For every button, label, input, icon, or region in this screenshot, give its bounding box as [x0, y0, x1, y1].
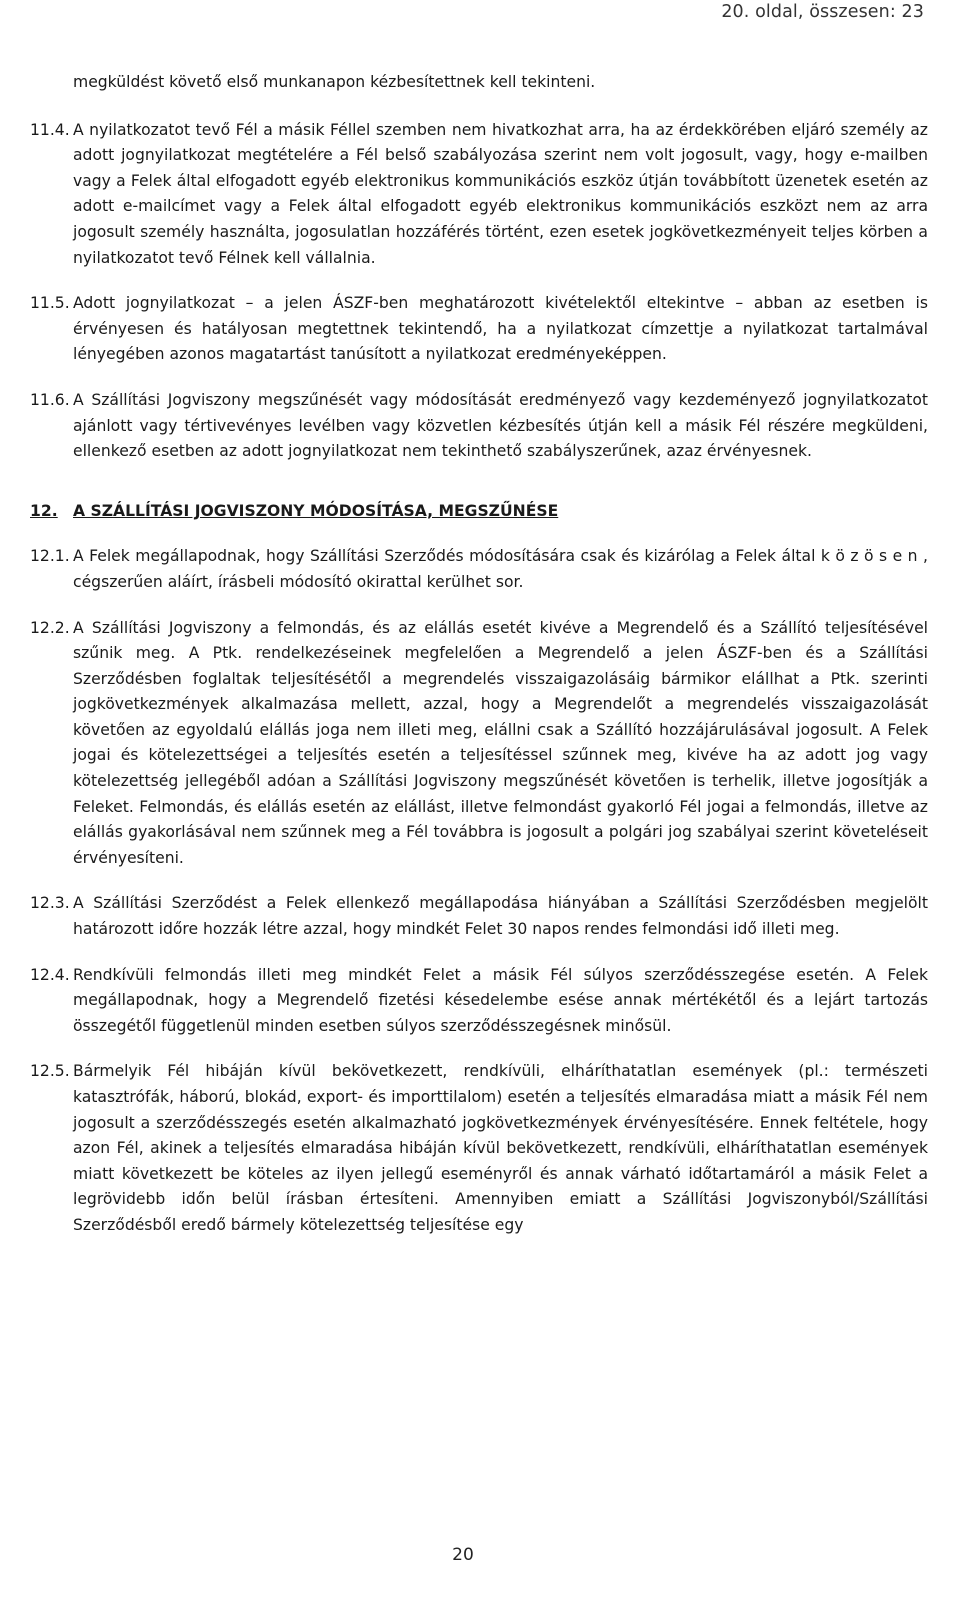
paragraph-number: 11.6.	[30, 390, 70, 409]
section-title: A SZÁLLÍTÁSI JOGVISZONY MÓDOSÍTÁSA, MEGSZŰNÉSE	[73, 501, 559, 520]
paragraph-12-3	[30, 891, 928, 942]
paragraph-number: 11.5.	[30, 294, 70, 313]
paragraph-number: 12.2.	[30, 618, 70, 637]
paragraph-11-4	[30, 118, 928, 272]
paragraph-text: megküldést követő első munkanapon kézbesítettnek kell tekinteni.	[73, 73, 596, 91]
paragraph-number: 12.4.	[30, 965, 70, 984]
page-header: 20. oldal, összesen: 23	[721, 2, 924, 22]
paragraph-number: 12.1.	[30, 547, 70, 566]
document-body	[30, 70, 928, 1239]
section-number: 12.	[30, 501, 58, 520]
paragraph-12-4	[30, 963, 928, 1040]
paragraph-12-2	[30, 616, 928, 872]
paragraph-number	[30, 70, 73, 96]
page-number: 20	[452, 1545, 474, 1565]
paragraph-11-6	[30, 388, 928, 465]
paragraph-text: Adott jognyilatkozat – a jelen ÁSZF-ben meghatározott kivételektől eltekintve – abban az esetben is érvényesen és hatályosan megtettnek tekintendő, ha a nyilatkozat címzettje a nyilatkozat tartalmával lényegében azonos magatartást tanúsított a nyilatkozat eredményeképpen.	[73, 294, 928, 364]
paragraph-text: Bármelyik Fél hibáján kívül bekövetkezett, rendkívüli, elháríthatatlan események (pl.: természeti katasztrófák, háború, blokád, export- és importtilalom) esetén a teljesítés elmaradása miatt a másik Fél nem jogosult a szerződésszegés esetén alkalmazható jogkövetkezmények érvényesítésére. Ennek feltétele, hogy azon Fél, akinek a teljesítés elmaradása hibáján kívül bekövetkezett, rendkívüli, elháríthatatlan események miatt következett be köteles az ilyen jellegű eseményről és annak várható időtartamáról a másik Felet a legrövidebb időn belül írásban értesíteni. Amennyiben emiatt a Szállítási Jogviszonyból/Szállítási Szerződésből eredő bármely kötelezettség teljesítése egy	[73, 1062, 928, 1234]
paragraph-12-1	[30, 544, 928, 595]
paragraph-continuation	[30, 70, 928, 96]
paragraph-text: Rendkívüli felmondás illeti meg mindkét Felet a másik Fél súlyos szerződésszegése esetén. A Felek megállapodnak, hogy a Megrendelő fizetési késedelembe esése annak mértékétől és a lejárt tartozás összegétől függetlenül minden esetben súlyos szerződésszegésnek minősül.	[73, 965, 928, 1035]
paragraph-number: 11.4.	[30, 120, 70, 139]
paragraph-11-5	[30, 291, 928, 368]
paragraph-text: A Szállítási Jogviszony a felmondás, és az elállás esetét kivéve a Megrendelő és a Szállító teljesítésével szűnik meg. A Ptk. rendelkezéseinek megfelelően a Megrendelő a jelen ÁSZF-ben és a Szállítási Szerződésben foglaltak teljesítésétől a megrendelés visszaigazolásáig bármikor elállhat a Ptk. szerinti jogkövetkezmények alkalmazása mellett, azzal, hogy a Megrendelőt a megrendelés visszaigazolását követően az egyoldalú elállás joga nem illeti meg, elállni csak a Szállító hozzájárulásával jogosult. A Felek jogai és kötelezettségei a teljesítés esetén a teljesítéssel szűnnek meg, kivéve ha az adott jog vagy kötelezettség jellegéből adóan a Szállítási Jogviszony megszűnését követően is terhelik, illetve jogosítják a Feleket. Felmondás, és elállás esetén az elállást, illetve felmondást gyakorló Fél jogai a felmondás, illetve az elállás gyakorlásával nem szűnnek meg a Fél továbbra is jogosult a polgári jog szabályai szerint követeléseit érvényesíteni.	[73, 618, 928, 867]
paragraph-text: A Felek megállapodnak, hogy Szállítási Szerződés módosítására csak és kizárólag a Felek által k ö z ö s e n , cégszerűen aláírt, írásbeli módosító okirattal kerülhet sor.	[73, 547, 928, 591]
section-heading-12	[30, 499, 928, 525]
paragraph-text: A Szállítási Szerződést a Felek ellenkező megállapodása hiányában a Szállítási Szerződésben megjelölt határozott időre hozzák létre azzal, hogy mindkét Felet 30 napos rendes felmondási idő illeti meg.	[73, 894, 928, 939]
paragraph-text: A nyilatkozatot tevő Fél a másik Féllel szemben nem hivatkozhat arra, ha az érdekkörében eljáró személy az adott jognyilatkozat megtételére a Fél belső szabályozása szerint nem volt jogosult, vagy, hogy e-mailben vagy a Felek által elfogadott egyéb elektronikus kommunikációs eszköz útján továbbított üzenetek esetén az adott e-mailcímet vagy a Felek által elfogadott egyéb elektronikus kommunikációs eszközt nem az arra jogosult személy használta, jogosulatlan hozzáférés történt, ezen esetek jogkövetkezményeit teljes körben a nyilatkozatot tevő Félnek kell vállalnia.	[73, 120, 928, 267]
paragraph-number: 12.3.	[30, 894, 70, 913]
paragraph-text: A Szállítási Jogviszony megszűnését vagy módosítását eredményező vagy kezdeményező jognyilatkozatot ajánlott vagy tértivevényes levélben vagy közvetlen kézbesítés útján kell a másik Fél részére megküldeni, ellenkező esetben az adott jognyilatkozat nem tekinthető szabályszerűnek, azaz érvényesnek.	[73, 390, 928, 461]
paragraph-12-5	[30, 1059, 928, 1238]
paragraph-number: 12.5.	[30, 1062, 70, 1081]
